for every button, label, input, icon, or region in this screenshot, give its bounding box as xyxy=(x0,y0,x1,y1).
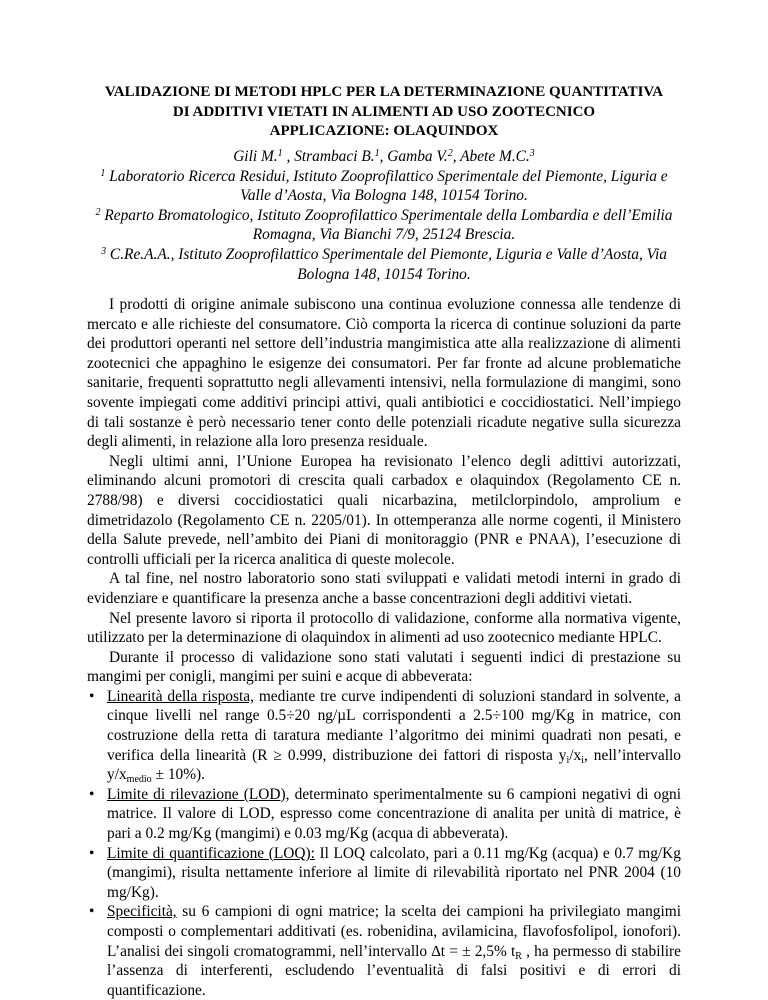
list-item xyxy=(87,902,681,1000)
affiliation-line: Valle d’Aosta, Via Bologna 148, 10154 Torino. xyxy=(240,187,528,205)
title-line: DI ADDITIVI VIETATI IN ALIMENTI AD USO ZOOTECNICO xyxy=(172,103,596,120)
subscript: medio xyxy=(126,774,152,786)
authors-block xyxy=(60,147,708,284)
list-item-text: su 6 campioni di ogni matrice; la scelta dei campioni ha privilegiato mangimi composti o complementari additivati (es. robenidina, avilamicina, flavofosfolipol, ionofori). L’analisi dei singoli cromatogrammi, nell’intervallo ∆t = ± 2,5% t xyxy=(107,903,681,960)
affiliation-number: 2 xyxy=(95,206,101,218)
list-item-text: ± 10%). xyxy=(151,766,205,784)
affiliation-text: C.Re.A.A., Istituto Zooprofilattico Sperimentale del Piemonte, Liguria e Valle d’Aosta, Via xyxy=(106,245,667,263)
bullet-icon: • xyxy=(89,687,95,705)
paragraph: I prodotti di origine animale subiscono una continua evoluzione connessa alle tendenze di mercato e alle richieste del consumatore. Ciò comporta la ricerca di continue soluzioni da parte dei produttori operanti nel settore dell’industria mangimistica atte alla realizzazione di alimenti zootecnici che appaghino le esigenze dei consumatori. Per far fronte ad alcune problematiche sanitarie, frequenti soprattutto negli allevamenti intensivi, nella formulazione di mangimi, sono sovente impiegati come additivi principi attivi, quali antibiotici e coccidiostatici. Nell’impiego di tali sostanze è però necessario tener conto delle potenziali ricadute negative sulla sicurezza degli alimenti, in relazione alla loro presenza residuale. xyxy=(87,296,681,451)
paragraph: Nel presente lavoro si riporta il protocollo di validazione, conforme alla normativa vigente, utilizzato per la determinazione di olaquindox in alimenti ad uso zootecnico mediante HPLC. xyxy=(87,609,681,647)
affiliation-text: Laboratorio Ricerca Residui, Istituto Zooprofilattico Sperimentale del Piemonte, Liguria e xyxy=(105,167,668,185)
list-item-heading: Specificità, xyxy=(107,903,177,921)
affiliation-line xyxy=(60,167,708,187)
affiliation-number: 1 xyxy=(100,167,106,179)
title-line: APPLICAZIONE: OLAQUINDOX xyxy=(269,123,499,139)
list-item-heading: Limite di quantificazione (LOQ): xyxy=(107,844,315,862)
author-affiliation-mark: 1 xyxy=(277,148,283,159)
author-affiliation-mark: 3 xyxy=(529,148,535,159)
list-item-text: /x xyxy=(569,746,582,764)
affiliation-line xyxy=(60,245,708,265)
affiliation-number: 3 xyxy=(101,245,107,257)
paragraph: A tal fine, nel nostro laboratorio sono stati sviluppati e validati metodi interni in grado di evidenziare e quantificare la presenza anche a basse concentrazioni degli additivi vietati. xyxy=(87,570,681,607)
affiliation-line: Bologna 148, 10154 Torino. xyxy=(297,265,471,283)
paper-title xyxy=(60,83,708,142)
author-affiliation-mark: 1 xyxy=(374,148,380,159)
title-line: VALIDAZIONE DI METODI HPLC PER LA DETERMINAZIONE QUANTITATIVA xyxy=(104,84,664,100)
author-affiliation-mark: 2 xyxy=(447,148,453,159)
author-list xyxy=(60,147,708,167)
list-item-heading: Limite di rilevazione (LOD), xyxy=(107,785,290,803)
list-item xyxy=(87,687,681,785)
list-item xyxy=(87,785,681,844)
list-item-text: Il LOQ calcolato, pari a 0.11 mg/Kg (acqua) e 0.7 mg/Kg (mangimi), risulta nettamente inferiore al limite di rilevabilità riportato nel PNR 2004 (10 mg/Kg). xyxy=(107,844,681,901)
list-item-text: mediante tre curve indipendenti di soluzioni standard in solvente, a cinque livelli nel range 0.5÷20 ng/µL corrispondenti a 2.5÷100 mg/Kg in matrice, con costruzione della retta di taratura mediante l’algoritmo dei minimi quadrati non pesati, e verifica della linearità (R ≥ 0.999, distribuzione dei fattori di risposta y xyxy=(107,687,682,764)
paragraph: Negli ultimi anni, l’Unione Europea ha revisionato l’elenco degli adittivi autorizzati, eliminando alcuni promotori di crescita quali carbadox e olaquindox (Regolamento CE n. 2788/98) e diversi coccidiostatici quali nicarbazina, metilclorpindolo, amprolium e dimetridazolo (Regolamento CE n. 2205/01). In ottemperanza alle norme cogenti, il Ministero della Salute prevede, nell’ambito dei Piani di monitoraggio (PNR e PNAA), l’esecuzione di controlli ufficiali per la ricerca analitica di queste molecole. xyxy=(87,452,681,568)
author-name: , Strambaci B. xyxy=(282,148,375,165)
subscript: i xyxy=(566,754,570,766)
list-item-text: determinato sperimentalmente su 6 campioni negativi di ogni matrice. Il valore di LOD, espresso come concentrazione di analita per unità di matrice, è pari a 0.2 mg/Kg (mangimi) e 0.03 mg/Kg (acqua di abbeverata). xyxy=(107,785,682,843)
affiliation-line: Romagna, Via Bianchi 7/9, 25124 Brescia. xyxy=(252,226,516,244)
author-name: Gili M. xyxy=(233,148,278,165)
paragraph: Durante il processo di validazione sono stati valutati i seguenti indici di prestazione su mangimi per conigli, mangimi per suini e acque di abbeverata: xyxy=(87,648,681,686)
subscript: R xyxy=(515,950,522,962)
bullet-icon: • xyxy=(89,844,95,862)
validation-indices-list xyxy=(87,687,681,1000)
affiliation-text: Reparto Bromatologico, Istituto Zooprofilattico Sperimentale della Lombardia e dell’Emilia xyxy=(100,206,673,224)
list-item-heading: Linearità della risposta, xyxy=(107,687,254,705)
list-item-text: , ha permesso di stabilire l’assenza di interferenti, escludendo l’eventualità di falsi positivi e di errori di quantificazione. xyxy=(107,942,681,999)
author-name: , Gamba V. xyxy=(379,148,448,165)
body-text xyxy=(87,295,681,1000)
author-name: , Abete M.C. xyxy=(452,148,530,165)
subscript: i xyxy=(581,754,584,766)
bullet-icon: • xyxy=(89,903,95,921)
list-item xyxy=(87,844,681,903)
bullet-icon: • xyxy=(89,785,95,803)
list-item-text: , nell’intervallo y/x xyxy=(107,746,681,784)
affiliation-line xyxy=(60,206,708,226)
